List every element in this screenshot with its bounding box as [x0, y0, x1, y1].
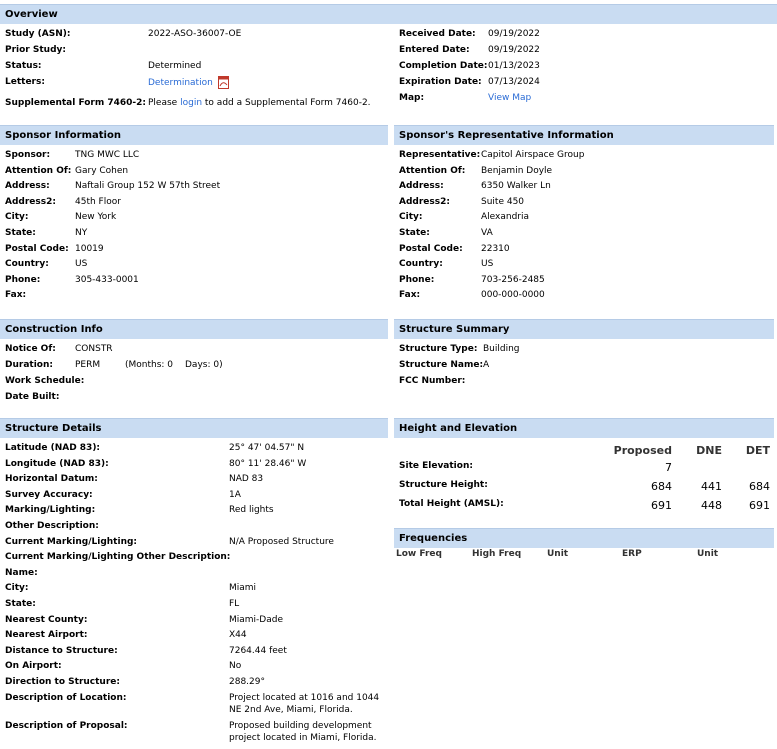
field-value: 703-256-2485	[481, 274, 545, 285]
field-label: Current Marking/Lighting:	[5, 536, 138, 547]
sponsor-row	[5, 243, 380, 256]
field-label: Nearest County:	[5, 614, 88, 625]
detail-row	[5, 520, 380, 533]
overview-row-map	[399, 92, 769, 105]
field-value: Miami	[229, 583, 257, 594]
field-label: On Airport:	[5, 661, 62, 672]
field-value: 288.29°	[229, 677, 265, 687]
structure-height-label: Structure Height:	[399, 480, 488, 490]
field-label: Nearest Airport:	[5, 630, 88, 641]
proposal-value-line2: project located in Miami, Florida.	[229, 733, 377, 743]
column-header-erp: ERP	[622, 549, 642, 559]
view-map-link[interactable]: View Map	[488, 93, 532, 103]
detail-row	[5, 582, 380, 595]
field-label: Structure Name:	[399, 360, 484, 370]
detail-row	[5, 598, 380, 611]
field-value: 000-000-0000	[481, 290, 545, 301]
detail-row-proposal	[5, 720, 385, 746]
detail-row	[5, 536, 380, 549]
detail-row	[5, 629, 380, 642]
column-header-unit: Unit	[547, 549, 569, 559]
representative-section	[394, 125, 777, 305]
column-header-det: DET	[745, 444, 770, 457]
field-label: Fax:	[5, 290, 27, 301]
field-label: Address:	[399, 181, 444, 192]
overview-row-expiration	[399, 76, 769, 89]
sponsor-section	[0, 125, 388, 305]
total-height-label: Total Height (AMSL):	[399, 499, 504, 509]
field-label: Longitude (NAD 83):	[5, 458, 109, 469]
detail-row	[5, 551, 380, 564]
frequencies-header: Frequencies	[394, 528, 774, 548]
field-label: Current Marking/Lighting Other Description:	[5, 552, 231, 563]
field-label: Fax:	[399, 290, 421, 301]
overview-row-status	[5, 60, 385, 73]
field-value: TNG MWC LLC	[75, 150, 140, 160]
field-label: Latitude (NAD 83):	[5, 443, 101, 453]
sponsor-row	[5, 196, 380, 209]
field-label: Description of Proposal:	[5, 721, 128, 731]
sponsor-row	[5, 211, 380, 224]
overview-row-letters	[5, 76, 385, 91]
summary-row	[399, 343, 774, 356]
site-elevation-label: Site Elevation:	[399, 461, 473, 471]
field-label: Supplemental Form 7460-2:	[5, 98, 147, 108]
construction-row-notice	[5, 343, 385, 356]
representative-row	[399, 149, 774, 162]
field-value: 10019	[75, 243, 104, 254]
field-value: X44	[229, 630, 247, 641]
field-value: Capitol Airspace Group	[481, 150, 585, 160]
field-value: 1A	[229, 489, 241, 500]
field-value: Naftali Group 152 W 57th Street	[75, 181, 221, 192]
summary-row	[399, 375, 774, 388]
column-header-dne: DNE	[696, 444, 722, 457]
field-label: Postal Code:	[5, 243, 69, 254]
field-value: US	[75, 259, 88, 270]
field-label: Study (ASN):	[5, 29, 71, 39]
expiration-date-value: 07/13/2024	[488, 77, 540, 87]
field-label: Prior Study:	[5, 45, 66, 55]
representative-row	[399, 274, 774, 287]
field-value: NY	[75, 228, 88, 238]
status-value: Determined	[148, 61, 202, 71]
construction-row-duration	[5, 359, 385, 372]
field-label: Attention Of:	[399, 165, 466, 176]
completion-date-value: 01/13/2023	[488, 61, 540, 71]
field-label: Sponsor:	[5, 150, 51, 160]
field-label: Address:	[5, 181, 50, 192]
field-value: Miami-Dade	[229, 614, 283, 625]
received-date-value: 09/19/2022	[488, 29, 540, 39]
detail-row	[5, 660, 380, 673]
field-label: Phone:	[5, 274, 41, 285]
detail-row	[5, 614, 380, 627]
field-label: Description of Location:	[5, 693, 127, 703]
total-height-dne: 448	[701, 499, 722, 512]
field-label: Map:	[399, 93, 425, 103]
detail-row	[5, 676, 380, 689]
field-value: 7264.44 feet	[229, 645, 287, 656]
overview-row-received	[399, 28, 769, 41]
field-label: Address2:	[399, 196, 450, 207]
supplemental-pre: Please	[148, 98, 178, 108]
construction-row-work	[5, 375, 385, 388]
sponsor-row	[5, 180, 380, 193]
detail-row	[5, 489, 380, 502]
field-label: City:	[5, 583, 29, 594]
entered-date-value: 09/19/2022	[488, 45, 540, 55]
sponsor-row	[5, 258, 380, 271]
field-label: Address2:	[5, 196, 56, 207]
construction-section	[0, 319, 388, 409]
sponsor-row	[5, 289, 380, 302]
representative-row	[399, 211, 774, 224]
structure-height-dne: 441	[701, 480, 722, 493]
field-label: City:	[399, 212, 423, 223]
determination-link[interactable]: Determination	[148, 78, 213, 88]
field-value: FL	[229, 599, 240, 609]
structure-details-section	[0, 418, 388, 749]
field-label: Marking/Lighting:	[5, 505, 96, 516]
field-value: A	[483, 360, 490, 370]
overview-row-entered	[399, 44, 769, 57]
field-value: Building	[483, 344, 520, 354]
field-label: Name:	[5, 567, 38, 578]
field-label: Notice Of:	[5, 344, 56, 354]
field-value: 45th Floor	[75, 196, 121, 207]
field-label: Survey Accuracy:	[5, 489, 93, 500]
field-label: Distance to Structure:	[5, 645, 118, 656]
detail-row	[5, 645, 380, 658]
field-label: Other Description:	[5, 521, 99, 531]
height-header: Height and Elevation	[394, 418, 774, 438]
field-value: 80° 11' 28.46" W	[229, 458, 307, 469]
notice-value: CONSTR	[75, 344, 113, 354]
overview-header: Overview	[0, 4, 777, 24]
field-value: NAD 83	[229, 474, 264, 485]
sponsor-row	[5, 227, 380, 240]
field-value: No	[229, 661, 242, 672]
study-asn-value: 2022-ASO-36007-OE	[148, 29, 242, 39]
column-header-low-freq: Low Freq	[396, 549, 442, 559]
field-label: State:	[5, 228, 36, 238]
field-value: N/A Proposed Structure	[229, 536, 334, 547]
field-label: Status:	[5, 61, 42, 71]
overview-row-study	[5, 28, 385, 41]
field-value: 6350 Walker Ln	[481, 181, 551, 192]
representative-row	[399, 227, 774, 240]
representative-row	[399, 165, 774, 178]
construction-row-built	[5, 391, 385, 404]
detail-row	[5, 504, 380, 517]
field-value: 305-433-0001	[75, 274, 139, 285]
field-label: State:	[399, 228, 430, 238]
field-label: Letters:	[5, 77, 45, 87]
field-label: Received Date:	[399, 29, 476, 39]
supplemental-text	[148, 97, 371, 110]
proposal-value-line1: Proposed building development	[229, 721, 372, 731]
detail-row	[5, 442, 380, 455]
field-value: Alexandria	[481, 212, 530, 223]
structure-height-det: 684	[749, 480, 770, 493]
field-value: 25° 47' 04.57" N	[229, 443, 305, 453]
duration-days: Days: 0)	[185, 360, 223, 370]
location-value-line2: NE 2nd Ave, Miami, Florida.	[229, 705, 353, 715]
height-section	[394, 418, 777, 518]
structure-height-proposed: 684	[651, 480, 672, 493]
frequencies-section	[394, 528, 777, 568]
field-label: Completion Date:	[399, 61, 488, 71]
summary-row	[399, 359, 774, 372]
total-height-det: 691	[749, 499, 770, 512]
login-link[interactable]: login	[180, 98, 203, 108]
representative-row	[399, 289, 774, 302]
duration-months: (Months: 0	[125, 360, 174, 370]
construction-header: Construction Info	[0, 319, 388, 339]
sponsor-row	[5, 274, 380, 287]
detail-row	[5, 473, 380, 486]
site-elevation-proposed: 7	[665, 461, 672, 474]
field-value: Suite 450	[481, 196, 525, 207]
field-label: Postal Code:	[399, 243, 463, 254]
overview-row-prior	[5, 44, 385, 57]
detail-row-location	[5, 692, 385, 718]
field-label: Direction to Structure:	[5, 677, 120, 687]
field-label: Entered Date:	[399, 45, 470, 55]
field-label: Country:	[399, 259, 443, 270]
field-label: Structure Type:	[399, 344, 478, 354]
overview-row-supplemental	[5, 97, 385, 110]
representative-row	[399, 258, 774, 271]
field-value: 22310	[481, 243, 510, 254]
sponsor-row	[5, 165, 380, 178]
structure-summary-header: Structure Summary	[394, 319, 774, 339]
field-label: Country:	[5, 259, 49, 270]
structure-details-header: Structure Details	[0, 418, 388, 438]
representative-header: Sponsor's Representative Information	[394, 125, 774, 145]
overview-section	[0, 4, 777, 116]
letters-value	[148, 76, 229, 90]
field-label: Expiration Date:	[399, 77, 482, 87]
supplemental-post: to add a Supplemental Form 7460-2.	[204, 98, 371, 108]
column-header-high-freq: High Freq	[472, 549, 522, 559]
sponsor-row	[5, 149, 380, 162]
duration-value: PERM	[75, 360, 101, 370]
representative-row	[399, 243, 774, 256]
field-label: Date Built:	[5, 392, 60, 402]
field-label: FCC Number:	[399, 376, 466, 386]
field-value: VA	[481, 228, 493, 238]
location-value-line1: Project located at 1016 and 1044	[229, 693, 380, 703]
total-height-proposed: 691	[651, 499, 672, 512]
structure-summary-section	[394, 319, 777, 409]
column-header-proposed: Proposed	[613, 444, 672, 457]
field-value: Benjamin Doyle	[481, 165, 553, 176]
pdf-icon[interactable]	[218, 76, 229, 89]
sponsor-header: Sponsor Information	[0, 125, 388, 145]
field-label: Work Schedule:	[5, 376, 85, 386]
field-value: Gary Cohen	[75, 165, 129, 176]
field-value: New York	[75, 212, 117, 223]
field-label: City:	[5, 212, 29, 223]
field-label: State:	[5, 599, 36, 609]
representative-row	[399, 180, 774, 193]
field-value: US	[481, 259, 494, 270]
representative-row	[399, 196, 774, 209]
column-header-erp-unit: Unit	[697, 549, 719, 559]
detail-row	[5, 458, 380, 471]
field-label: Horizontal Datum:	[5, 474, 98, 485]
field-label: Phone:	[399, 274, 435, 285]
overview-row-completion	[399, 60, 769, 73]
field-label: Attention Of:	[5, 165, 72, 176]
field-value: Red lights	[229, 505, 274, 516]
field-label: Duration:	[5, 360, 53, 370]
detail-row	[5, 567, 380, 580]
field-label: Representative:	[399, 150, 481, 160]
